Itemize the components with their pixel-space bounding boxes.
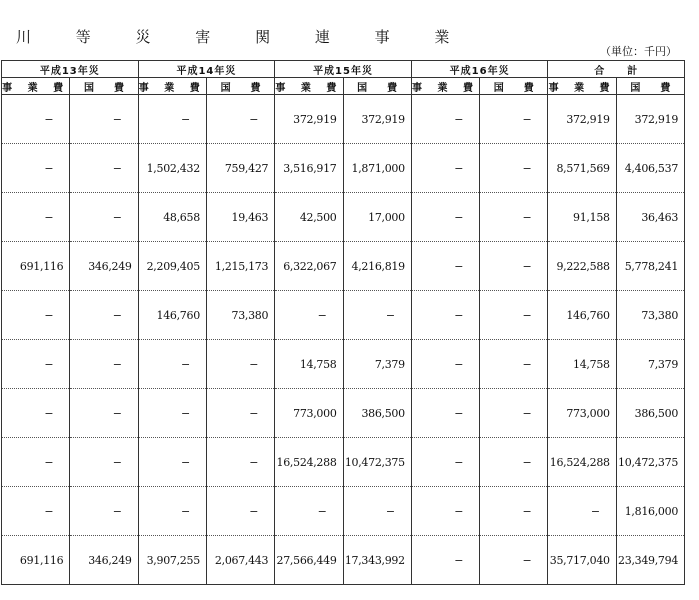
table-cell: 773,000 xyxy=(548,389,616,438)
table-cell: 3,516,917 xyxy=(275,144,343,193)
table-cell: − xyxy=(480,193,548,242)
table-cell: 372,919 xyxy=(275,95,343,144)
table-cell: − xyxy=(480,291,548,340)
table-cell: 146,760 xyxy=(138,291,206,340)
sub-header-national-cost: 国 費 xyxy=(70,78,138,95)
table-cell: 4,406,537 xyxy=(616,144,684,193)
table-cell: − xyxy=(70,291,138,340)
table-cell: 36,463 xyxy=(616,193,684,242)
table-cell: − xyxy=(480,340,548,389)
table-cell: − xyxy=(138,438,206,487)
table-row xyxy=(2,291,685,340)
sub-header-national-cost: 国 費 xyxy=(343,78,411,95)
table-cell: 6,322,067 xyxy=(275,242,343,291)
sub-header-national-cost: 国 費 xyxy=(616,78,684,95)
table-cell: − xyxy=(480,242,548,291)
table-cell: − xyxy=(138,487,206,536)
table-cell: 14,758 xyxy=(548,340,616,389)
group-header-h16: 平成16年災 xyxy=(411,61,548,78)
table-row xyxy=(2,242,685,291)
table-cell: 2,209,405 xyxy=(138,242,206,291)
table-cell: 8,571,569 xyxy=(548,144,616,193)
table-cell: 372,919 xyxy=(548,95,616,144)
table-cell: − xyxy=(206,438,274,487)
table-cell: 346,249 xyxy=(70,536,138,585)
sub-header-national-cost: 国 費 xyxy=(480,78,548,95)
sub-header-project-cost: 事 業 費 xyxy=(411,78,479,95)
table-cell: 10,472,375 xyxy=(616,438,684,487)
table-cell: 372,919 xyxy=(343,95,411,144)
table-cell: − xyxy=(206,95,274,144)
table-cell: − xyxy=(411,389,479,438)
table-cell: − xyxy=(411,340,479,389)
table-cell: − xyxy=(138,389,206,438)
table-cell: 48,658 xyxy=(138,193,206,242)
table-cell: 73,380 xyxy=(616,291,684,340)
table-cell: 14,758 xyxy=(275,340,343,389)
table-row xyxy=(2,438,685,487)
group-header-row xyxy=(2,61,685,78)
table-cell: 73,380 xyxy=(206,291,274,340)
table-cell: − xyxy=(70,389,138,438)
table-cell: − xyxy=(2,340,70,389)
table-row xyxy=(2,95,685,144)
table-cell: − xyxy=(2,291,70,340)
table-cell: 1,502,432 xyxy=(138,144,206,193)
table-cell: 2,067,443 xyxy=(206,536,274,585)
table-cell: − xyxy=(480,144,548,193)
table-cell: 16,524,288 xyxy=(548,438,616,487)
table-cell: − xyxy=(138,95,206,144)
table-row xyxy=(2,536,685,585)
table-cell: − xyxy=(343,291,411,340)
table-cell: 27,566,449 xyxy=(275,536,343,585)
table-cell: 386,500 xyxy=(616,389,684,438)
table-cell: − xyxy=(480,389,548,438)
table-cell: − xyxy=(480,536,548,585)
table-cell: 91,158 xyxy=(548,193,616,242)
group-header-total: 合 計 xyxy=(548,61,685,78)
table-cell: 3,907,255 xyxy=(138,536,206,585)
table-row xyxy=(2,487,685,536)
table-cell: − xyxy=(411,291,479,340)
table-cell: − xyxy=(2,193,70,242)
table-cell: 386,500 xyxy=(343,389,411,438)
table-cell: 16,524,288 xyxy=(275,438,343,487)
table-cell: − xyxy=(411,95,479,144)
sub-header-row xyxy=(2,78,685,95)
table-cell: 759,427 xyxy=(206,144,274,193)
table-cell: − xyxy=(275,291,343,340)
table-row xyxy=(2,144,685,193)
table-cell: − xyxy=(2,95,70,144)
table-cell: − xyxy=(411,536,479,585)
table-cell: 42,500 xyxy=(275,193,343,242)
table-cell: 7,379 xyxy=(616,340,684,389)
table-cell: 19,463 xyxy=(206,193,274,242)
table-cell: − xyxy=(70,340,138,389)
table-cell: 7,379 xyxy=(343,340,411,389)
table-row xyxy=(2,389,685,438)
table-cell: 1,215,173 xyxy=(206,242,274,291)
disaster-project-table xyxy=(1,60,685,585)
table-cell: − xyxy=(2,389,70,438)
table-cell: 9,222,588 xyxy=(548,242,616,291)
table-cell: − xyxy=(480,438,548,487)
sub-header-project-cost: 事 業 費 xyxy=(275,78,343,95)
table-cell: 23,349,794 xyxy=(616,536,684,585)
table-cell: 1,816,000 xyxy=(616,487,684,536)
table-cell: − xyxy=(343,487,411,536)
table-cell: 17,343,992 xyxy=(343,536,411,585)
table-cell: − xyxy=(480,95,548,144)
table-cell: − xyxy=(70,95,138,144)
group-header-h13: 平成13年災 xyxy=(2,61,139,78)
page-title: 川 等 災 害 関 連 事 業 xyxy=(16,28,470,46)
table-cell: − xyxy=(70,193,138,242)
table-cell: 17,000 xyxy=(343,193,411,242)
table-cell: − xyxy=(70,438,138,487)
table-cell: 691,116 xyxy=(2,536,70,585)
group-header-h15: 平成15年災 xyxy=(275,61,412,78)
table-cell: 5,778,241 xyxy=(616,242,684,291)
table-cell: − xyxy=(411,438,479,487)
table-cell: − xyxy=(275,487,343,536)
sub-header-project-cost: 事 業 費 xyxy=(548,78,616,95)
table-cell: − xyxy=(548,487,616,536)
table-cell: 146,760 xyxy=(548,291,616,340)
table-cell: − xyxy=(70,144,138,193)
table-cell: − xyxy=(411,242,479,291)
table-cell: 372,919 xyxy=(616,95,684,144)
table-cell: 773,000 xyxy=(275,389,343,438)
table-cell: − xyxy=(411,487,479,536)
table-cell: 346,249 xyxy=(70,242,138,291)
table-body xyxy=(2,95,685,585)
sub-header-project-cost: 事 業 費 xyxy=(2,78,70,95)
table-cell: − xyxy=(411,144,479,193)
table-cell: 35,717,040 xyxy=(548,536,616,585)
table-cell: − xyxy=(2,487,70,536)
table-cell: − xyxy=(480,487,548,536)
sub-header-project-cost: 事 業 費 xyxy=(138,78,206,95)
table-cell: − xyxy=(206,487,274,536)
table-cell: − xyxy=(70,487,138,536)
table-cell: − xyxy=(2,144,70,193)
table-cell: − xyxy=(138,340,206,389)
table-row xyxy=(2,340,685,389)
table-cell: 4,216,819 xyxy=(343,242,411,291)
table-cell: − xyxy=(206,340,274,389)
table-row xyxy=(2,193,685,242)
unit-label: （単位：千円） xyxy=(600,45,677,58)
table-cell: 1,871,000 xyxy=(343,144,411,193)
table-cell: 691,116 xyxy=(2,242,70,291)
table-cell: − xyxy=(411,193,479,242)
group-header-h14: 平成14年災 xyxy=(138,61,275,78)
sub-header-national-cost: 国 費 xyxy=(206,78,274,95)
table-cell: − xyxy=(2,438,70,487)
table-cell: 10,472,375 xyxy=(343,438,411,487)
table-cell: − xyxy=(206,389,274,438)
